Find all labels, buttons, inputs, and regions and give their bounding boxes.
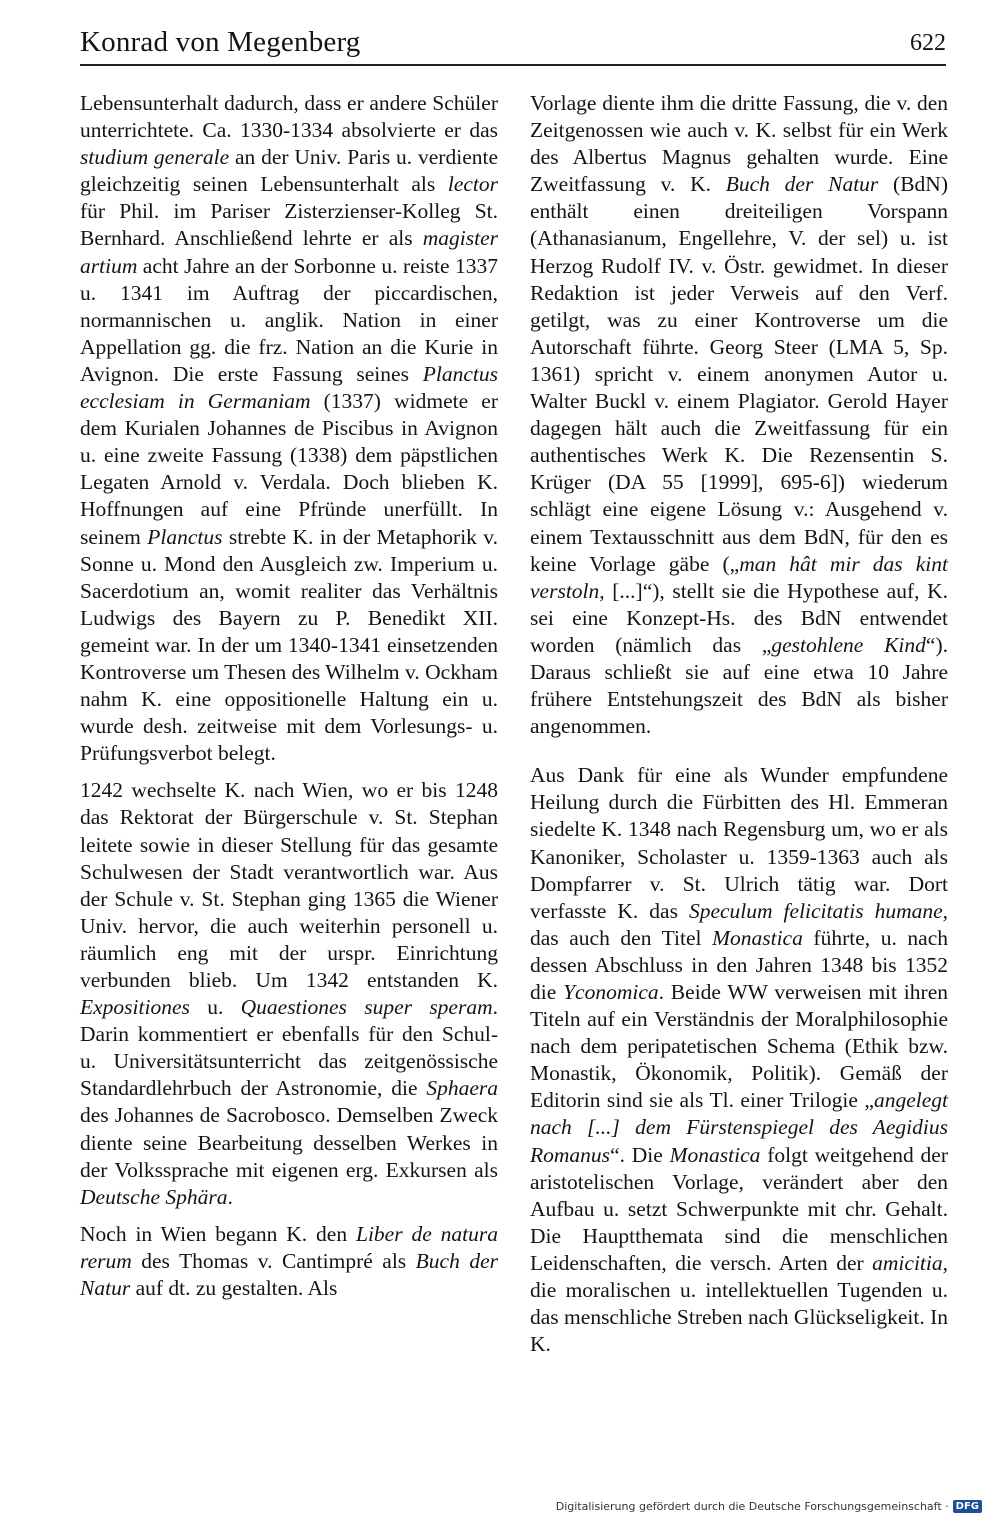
text-run: . [227, 1184, 233, 1209]
text-run: , die moralischen u. intellektuellen Tugenden u. das menschliche Streben nach Glückseligkeit. In K. [530, 1250, 948, 1357]
left-column [80, 90, 498, 1302]
text-run: Aus Dank für eine als Wunder empfundene Heilung durch die Fürbitten des Hl. Emmeran siedelte K. 1348 nach Regensburg um, wo er als Kanoniker, Scholaster u. 1359-1363 auch als Dompfarrer v. St. Ulrich tätig war. Dort verfasste K. das [530, 763, 948, 923]
text-run: (1337) widmete er dem Kurialen Johannes de Piscibus in Avignon u. eine zweite Fassung (1338) dem päpstlichen Legaten Arnold v. Verdala. Doch blieben K. Hoffnungen auf eine Pfründe unerfüllt. In seinem [80, 389, 498, 549]
text-run: . Darin kommentiert er ebenfalls für den Schul- u. Universitätsunterricht das zeitgenössische Standardlehrbuch der Astronomie, die [80, 995, 498, 1101]
right-column [530, 90, 948, 1358]
italic-title: Expositiones [80, 995, 190, 1020]
text-run: Vorlage diente ihm die dritte Fassung, die v. den Zeitgenossen wie auch v. K. selbst für ein Werk des Albertus Magnus gehalten wurde. Eine Zweitfassung v. K. [530, 91, 948, 197]
text-run: auf dt. zu gestalten. Als [130, 1276, 338, 1301]
italic-title: Sphaera [426, 1076, 498, 1101]
italic-title: Deutsche Sphära [80, 1184, 228, 1209]
text-run: . Beide WW verweisen mit ihren Titeln auf ein Verständnis der Moralphilosophie nach dem peripatetischen Schema (Ethik bzw. Monastik, Ökonomik, Politik). Gemäß der Editorin sind sie als Tl. einer Trilogie „ [530, 980, 948, 1113]
body-paragraph [80, 777, 498, 1211]
italic-title: Buch der Natur [80, 1248, 499, 1301]
italic-title: Monastica [669, 1142, 761, 1167]
text-run: des Thomas v. Cantimpré als [131, 1248, 416, 1273]
text-run: acht Jahre an der Sorbonne u. reiste 1337 u. 1341 im Auftrag der piccardischen, normannischen u. anglik. Nation in einer Appellation gg. die frz. Nation an die Kurie in Avignon. Die erste Fassung seines [80, 253, 498, 386]
text-run: Noch in Wien begann K. den [80, 1221, 356, 1246]
text-run: “. Die [610, 1142, 670, 1167]
italic-title: Monastica [712, 925, 803, 950]
italic-title: amicitia [872, 1250, 943, 1275]
italic-title: Buch der Natur [725, 172, 879, 197]
italic-title: lector [447, 172, 498, 197]
running-title: Konrad von Megenberg [80, 26, 361, 58]
dfg-logo: DFG [953, 1500, 982, 1513]
text-run: an der Univ. Paris u. verdiente gleichzeitig seinen Lebensunterhalt als [80, 145, 498, 197]
body-paragraph [80, 1221, 498, 1302]
italic-title: Yconomica [563, 980, 659, 1004]
text-run: “). Daraus schließt sie auf eine etwa 10 Jahre frühere Entstehungszeit des BdN als bisher angenommen. [530, 632, 948, 739]
italic-title: studium generale [80, 145, 230, 170]
footer-text: Digitalisierung gefördert durch die Deutsche Forschungsgemeinschaft · [555, 1500, 949, 1513]
footer-credit [556, 1500, 982, 1513]
italic-title: Planctus ecclesiam in Germaniam [80, 361, 498, 414]
text-run: u. [189, 995, 241, 1020]
text-run: des Johannes de Sacrobosco. Demselben Zweck diente seine Bearbeitung desselben Werkes in der Volkssprache mit eigenen erg. Exkursen als [80, 1103, 498, 1182]
italic-title: Speculum felicitatis humane [688, 898, 943, 923]
text-run: 1242 wechselte K. nach Wien, wo er bis 1248 das Rektorat der Bürgerschule v. St. Stephan leitete sowie in dieser Stellung für das gesamte Schulwesen der Stadt verantwortlich war. Aus der Schule v. St. Stephan ging 1365 die Wiener Univ. hervor, die auch weiterhin personell u. räumlich eng mit der urspr. Einrichtung verbunden blieb. Um 1342 entstanden K. [80, 778, 498, 992]
italic-title: man hât mir das kint verstoln [530, 551, 948, 603]
page-number: 622 [910, 30, 946, 56]
text-run: , das auch den Titel [530, 898, 949, 950]
italic-title: Planctus [147, 524, 223, 549]
text-run: Lebensunterhalt dadurch, dass er andere Schüler unterrichtete. Ca. 1330-1334 absolvierte er das [80, 91, 498, 143]
body-paragraph [530, 762, 948, 1358]
text-run: strebte K. in der Metaphorik v. Sonne u. Mond den Ausgleich zw. Imperium u. Sacerdotium an, womit realiter das Verhältnis Ludwigs des Bayern zu P. Benedikt XII. gemeint war. In der um 1340-1341 einsetzenden Kontroverse um Thesen des Wilhelm v. Ockham nahm K. eine oppositionelle Haltung ein u. wurde desh. zeitweise mit dem Vorlesungs- u. Prüfungsverbot belegt. [80, 524, 498, 766]
text-run: (BdN) enthält einen dreiteiligen Vorspann (Athanasianum, Engellehre, V. der sel) u. ist Herzog Rudolf IV. v. Östr. gewidmet. In dieser Redaktion ist jeder Verweis auf den Verf. getilgt, was zu einer Kontroverse um die Autorschaft führte. Georg Steer (LMA 5, Sp. 1361) spricht v. einem anonymen Autor u. Walter Buckl v. einem Plagiator. Gerold Hayer dagegen hält auch die Zweitfassung für ein authentisches Werk K. Die Rezensentin S. Krüger (DA 55 [1999], 695-6]) wiederum schlägt eine eigene Lösung v.: Ausgehend v. einem Textausschnitt aus dem BdN, für den es keine Vorlage gäbe („ [530, 172, 948, 576]
italic-title: angelegt nach [...] dem Fürstenspiegel des Aegidius Romanus [530, 1088, 948, 1167]
text-run: für Phil. im Pariser Zisterzienser-Kolleg St. Bernhard. Anschließend lehrte er als [80, 199, 498, 251]
text-run: , [...]“), stellt sie die Hypothese auf, K. sei eine Konzept-Hs. des BdN entwendet worden (nämlich das „ [530, 578, 948, 657]
text-run: führte, u. nach dessen Abschluss in den Jahren 1348 bis 1352 die [530, 925, 948, 1004]
body-paragraph [530, 90, 948, 740]
text-run: folgt weitgehend der aristotelischen Vorlage, verändert aber den Aufbau u. setzt Schwerpunkte mit chr. Gehalt. Die Hauptthemata sind die menschlichen Leidenschaften, die versch. Arten der [530, 1142, 948, 1275]
body-paragraph [80, 90, 498, 767]
italic-title: magister artium [80, 226, 498, 278]
italic-title: gestohlene Kind [771, 632, 926, 657]
running-header [80, 14, 946, 66]
italic-title: Liber de natura rerum [80, 1221, 498, 1273]
italic-title: Quaestiones super speram [240, 995, 493, 1020]
